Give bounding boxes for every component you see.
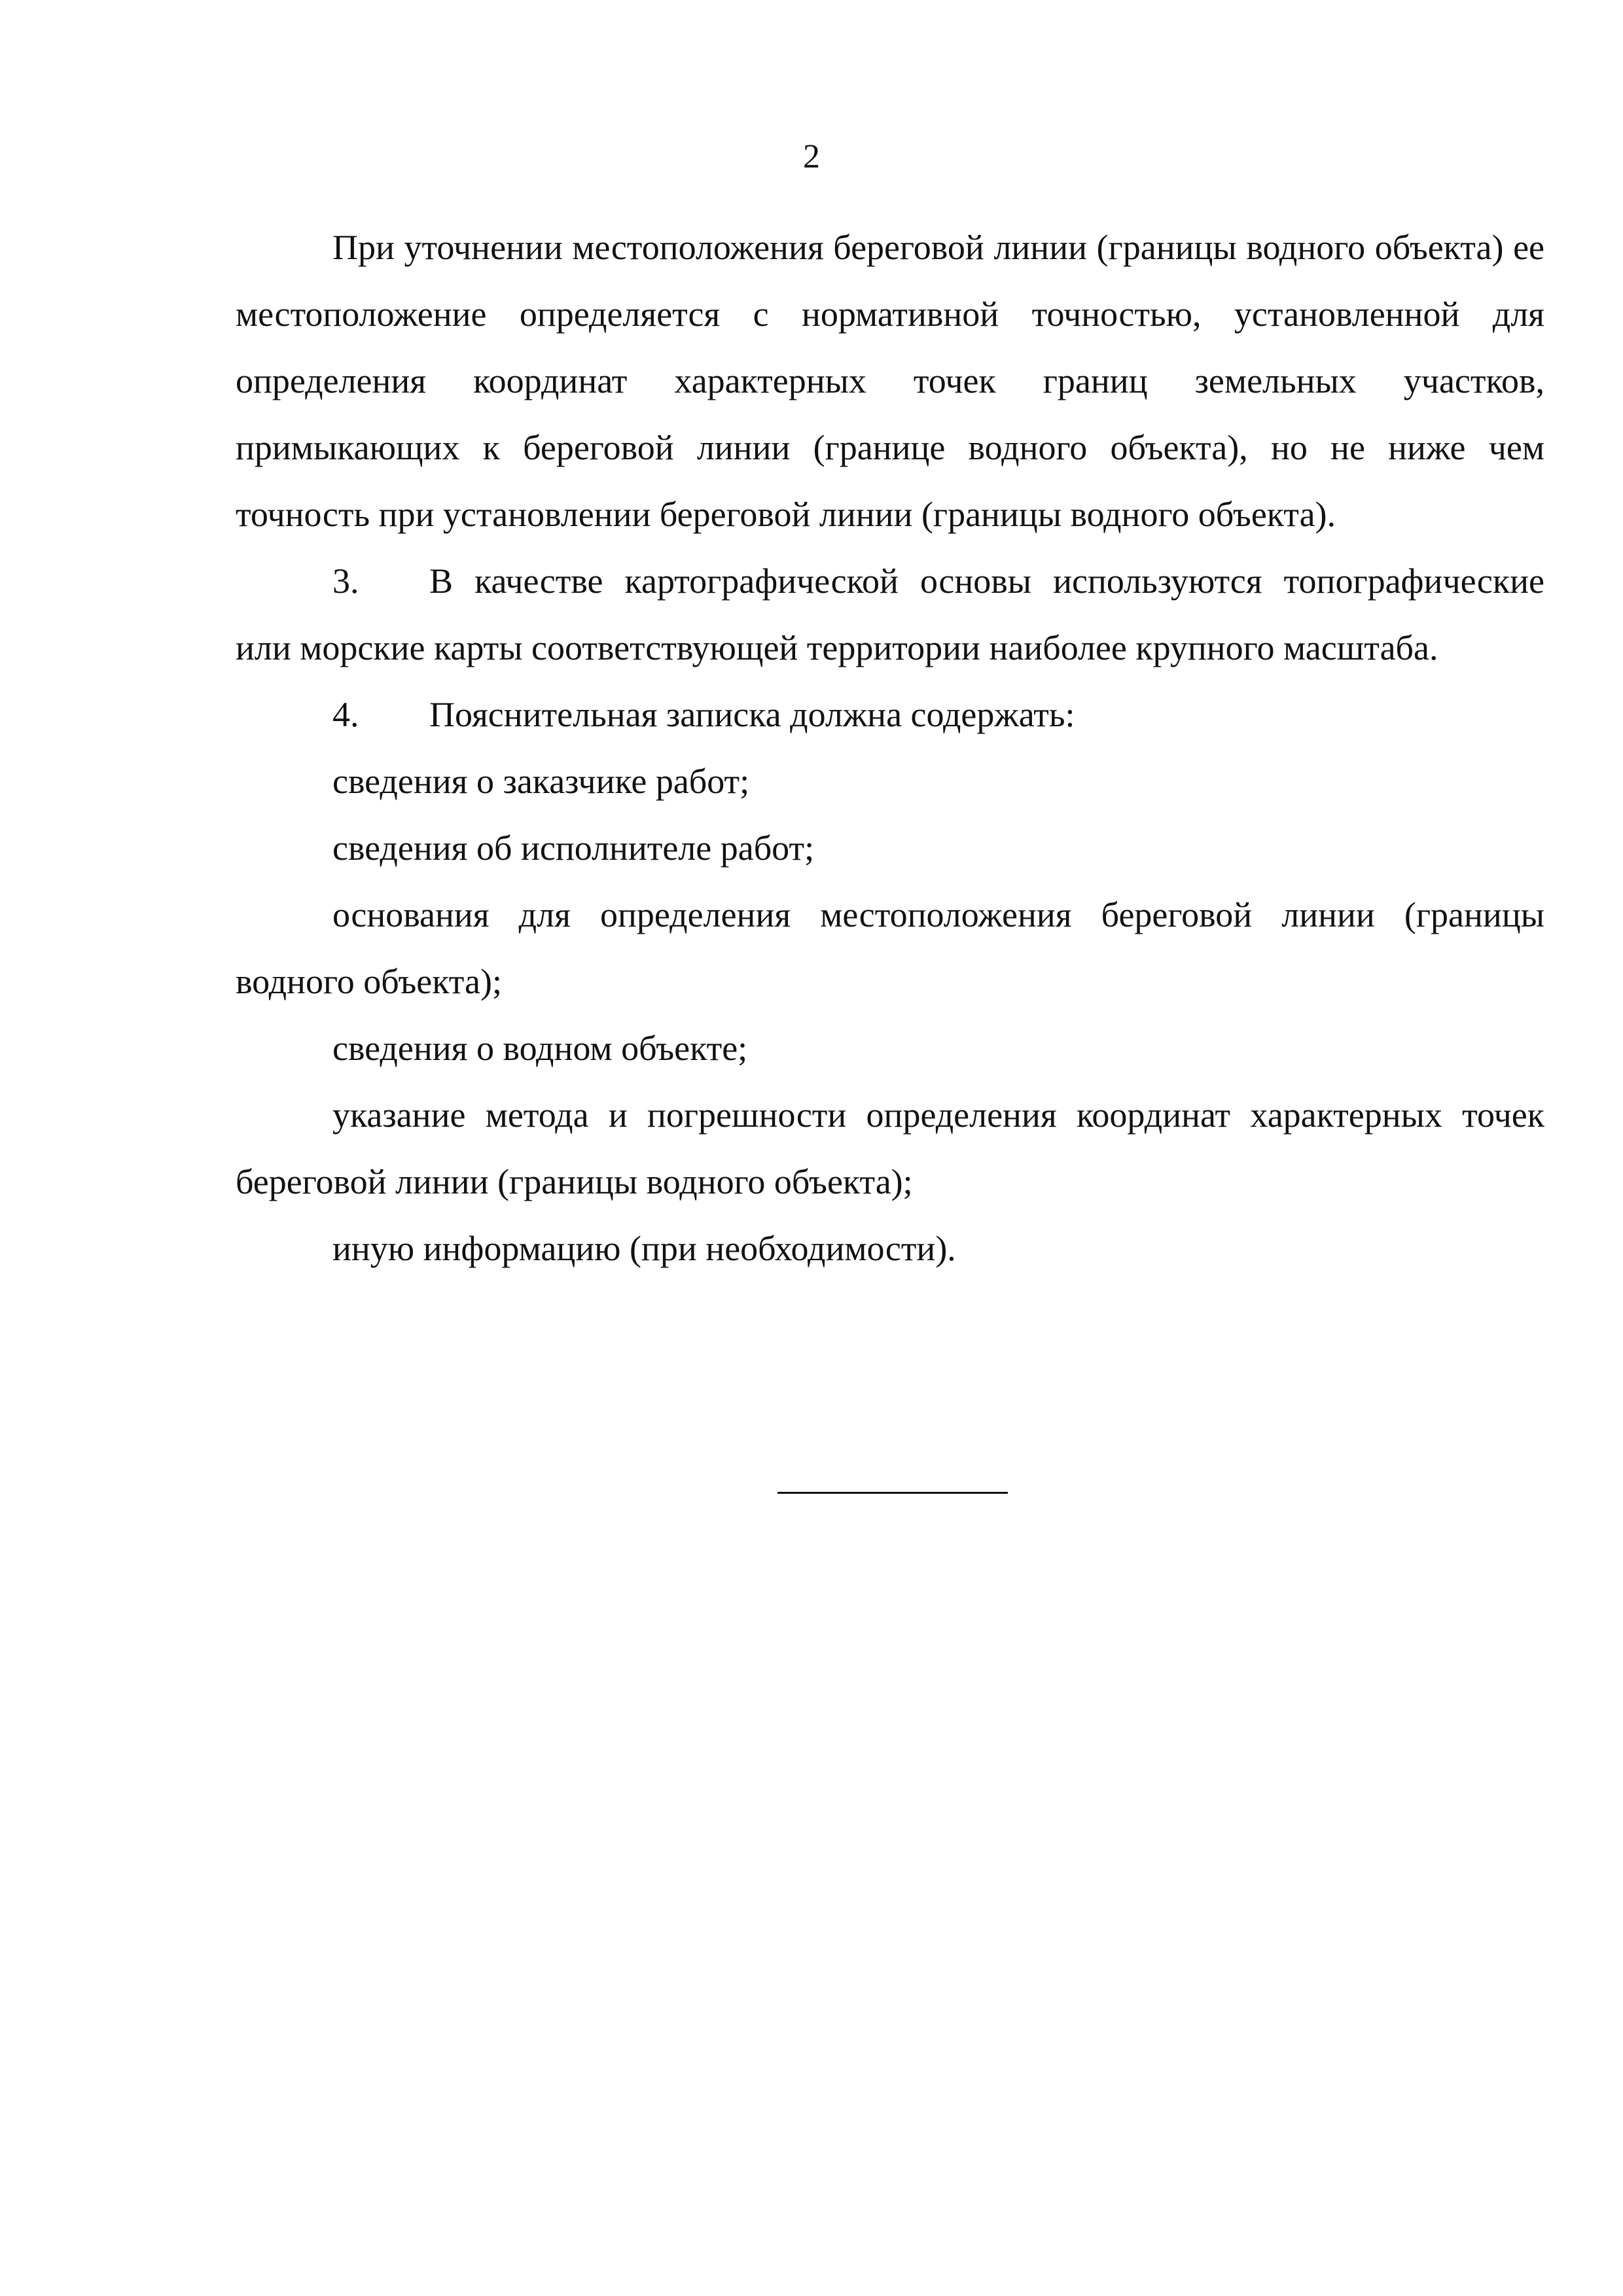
paragraph-4 bbox=[236, 681, 1544, 748]
page-number: 2 bbox=[803, 138, 820, 175]
paragraph-shoreline-refinement: При уточнении местоположения береговой линии (границы водного объекта) ее местоположение определяется с нормативной точностью, установленной для определения координат характерных точек границ земельных участков, примыкающих к береговой линии (границе водного объекта), но не ниже чем точность при установлении береговой линии (границы водного объекта). bbox=[236, 228, 1544, 534]
paragraph-4-number: 4. bbox=[332, 695, 359, 734]
list-item-water-body: сведения о водном объекте; bbox=[332, 1029, 748, 1068]
list-item-other-info: иную информацию (при необходимости). bbox=[332, 1229, 956, 1268]
list-item-customer: сведения о заказчике работ; bbox=[332, 762, 750, 801]
document-body bbox=[236, 214, 1544, 1282]
list-item-grounds: основания для определения местоположения береговой линии (границы водного объекта); bbox=[236, 895, 1544, 1001]
paragraph-4-text: Пояснительная записка должна содержать: bbox=[429, 695, 1075, 734]
paragraph-3 bbox=[236, 548, 1544, 681]
end-of-document-rule bbox=[777, 1492, 1008, 1494]
list-item-method: указание метода и погрешности определения координат характерных точек береговой линии (границы водного объекта); bbox=[236, 1095, 1544, 1201]
paragraph-3-text: В качестве картографической основы используются топографические или морские карты соответствующей территории наиболее крупного масштаба. bbox=[236, 561, 1544, 667]
list-item-contractor: сведения об исполнителе работ; bbox=[332, 828, 815, 868]
paragraph-3-number: 3. bbox=[332, 561, 359, 601]
